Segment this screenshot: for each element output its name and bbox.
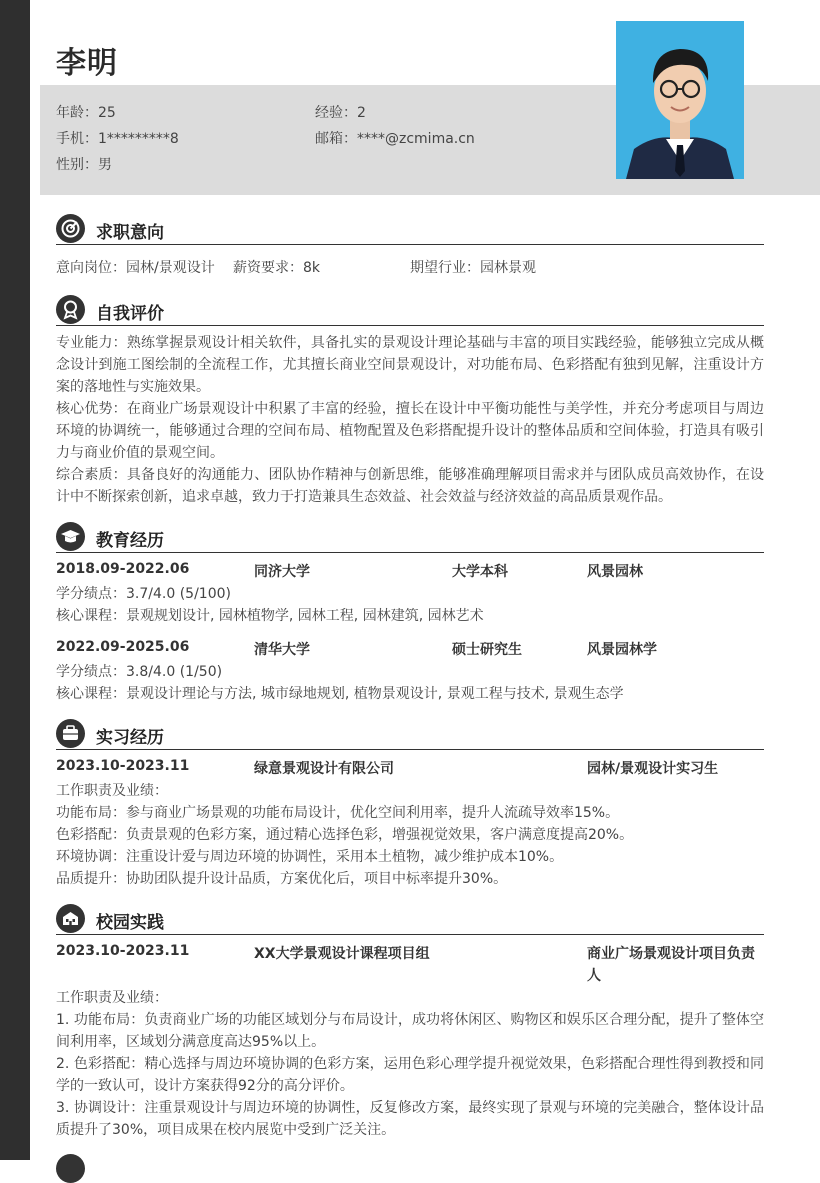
job-intention-section bbox=[56, 214, 764, 283]
section-header bbox=[56, 719, 764, 750]
section-header bbox=[56, 904, 764, 935]
campus-role: 商业广场景观设计项目负责人 bbox=[587, 946, 755, 984]
target-icon bbox=[56, 214, 85, 243]
profile-photo bbox=[616, 21, 744, 179]
section-header bbox=[56, 295, 764, 326]
intended-position: 意向岗位：园林/景观设计 bbox=[56, 260, 215, 276]
left-sidebar-bar bbox=[0, 0, 30, 1160]
section-title: 校园实践 bbox=[96, 913, 164, 933]
edu-degree: 大学本科 bbox=[452, 564, 508, 580]
briefcase-icon bbox=[56, 719, 85, 748]
internship-period: 2023.10-2023.11 bbox=[56, 758, 190, 774]
internship-section bbox=[56, 719, 764, 890]
internship-company: 绿意景观设计有限公司 bbox=[254, 761, 394, 777]
edu-school: 清华大学 bbox=[254, 642, 310, 658]
edu-school: 同济大学 bbox=[254, 564, 310, 580]
section-header bbox=[56, 214, 764, 245]
edu-degree: 硕士研究生 bbox=[452, 642, 522, 658]
edu-period: 2018.09-2022.06 bbox=[56, 561, 190, 577]
internship-line: 色彩搭配：负责景观的色彩方案，通过精心选择色彩，增强视觉效果，客户满意度提高20%。 bbox=[56, 827, 634, 843]
edu-courses: 核心课程：景观规划设计, 园林植物学, 园林工程, 园林建筑, 园林艺术 bbox=[56, 608, 484, 624]
graduation-cap-icon bbox=[56, 522, 85, 551]
section-title: 求职意向 bbox=[96, 223, 164, 243]
education-entry-header bbox=[56, 637, 764, 661]
expected-industry: 期望行业：园林景观 bbox=[410, 260, 536, 276]
section-title: 自我评价 bbox=[96, 304, 164, 324]
internship-line: 功能布局：参与商业广场景观的功能布局设计，优化空间利用率，提升人流疏导效率15%。 bbox=[56, 805, 620, 821]
internship-role: 园林/景观设计实习生 bbox=[587, 761, 719, 777]
self-eval-paragraph: 综合素质：具备良好的沟通能力、团队协作精神与创新思维，能够准确理解项目需求并与团队成员高效协作，在设计中不断探索创新，追求卓越，致力于打造兼具生态效益、社会效益与经济效益的高品质景观作品。 bbox=[56, 467, 764, 505]
education-section bbox=[56, 522, 764, 705]
self-evaluation-section bbox=[56, 295, 764, 508]
campus-organization: XX大学景观设计课程项目组 bbox=[254, 946, 430, 962]
badge-icon bbox=[56, 295, 85, 324]
section-header bbox=[56, 522, 764, 553]
building-icon bbox=[56, 904, 85, 933]
next-section-icon bbox=[56, 1154, 85, 1183]
edu-major: 风景园林学 bbox=[587, 642, 657, 658]
age-field: 年龄：25 bbox=[56, 105, 116, 121]
gender-field: 性别：男 bbox=[56, 157, 112, 173]
email-field: 邮箱：****@zcmima.cn bbox=[315, 131, 475, 147]
campus-period: 2023.10-2023.11 bbox=[56, 943, 190, 959]
campus-line: 2. 色彩搭配：精心选择与周边环境协调的色彩方案，运用色彩心理学提升视觉效果，色彩搭配合理性得到教授和同学的一致认可，设计方案获得92分的高分评价。 bbox=[56, 1056, 764, 1094]
edu-gpa: 学分绩点：3.7/4.0 (5/100) bbox=[56, 586, 231, 602]
campus-entry-header bbox=[56, 941, 764, 987]
internship-line: 品质提升：协助团队提升设计品质，方案优化后，项目中标率提升30%。 bbox=[56, 871, 508, 887]
edu-major: 风景园林 bbox=[587, 564, 643, 580]
internship-line: 工作职责及业绩： bbox=[56, 783, 168, 799]
internship-line: 环境协调：注重设计爱与周边环境的协调性，采用本土植物，减少维护成本10%。 bbox=[56, 849, 564, 865]
campus-line: 3. 协调设计：注重景观设计与周边环境的协调性，反复修改方案，最终实现了景观与环境的完美融合，整体设计品质提升了30%，项目成果在校内展览中受到广泛关注。 bbox=[56, 1100, 764, 1138]
self-eval-paragraph: 核心优势：在商业广场景观设计中积累了丰富的经验，擅长在设计中平衡功能性与美学性，并充分考虑项目与周边环境的协调统一，能够通过合理的空间布局、植物配置及色彩搭配提升设计的整体品质和空间体验，打造具有吸引力与商业价值的景观空间。 bbox=[56, 401, 764, 461]
edu-period: 2022.09-2025.06 bbox=[56, 639, 190, 655]
section-title: 实习经历 bbox=[96, 728, 164, 748]
campus-line: 1. 功能布局：负责商业广场的功能区域划分与布局设计，成功将休闲区、购物区和娱乐区合理分配，提升了整体空间利用率，区域划分满意度高达95%以上。 bbox=[56, 1012, 764, 1050]
self-eval-paragraph: 专业能力：熟练掌握景观设计相关软件，具备扎实的景观设计理论基础与丰富的项目实践经验，能够独立完成从概念设计到施工图绘制的全流程工作，尤其擅长商业空间景观设计，对功能布局、色彩搭配有独到见解，注重设计方案的落地性与实施效果。 bbox=[56, 335, 764, 395]
candidate-name: 李明 bbox=[56, 46, 118, 81]
campus-line: 工作职责及业绩： bbox=[56, 990, 168, 1006]
campus-practice-section bbox=[56, 904, 764, 1141]
edu-gpa: 学分绩点：3.8/4.0 (1/50) bbox=[56, 664, 223, 680]
experience-field: 经验：2 bbox=[315, 105, 366, 121]
phone-field: 手机：1*********8 bbox=[56, 131, 179, 147]
section-title: 教育经历 bbox=[96, 531, 164, 551]
education-entry-header bbox=[56, 559, 764, 583]
internship-entry-header bbox=[56, 756, 764, 780]
edu-courses: 核心课程：景观设计理论与方法, 城市绿地规划, 植物景观设计, 景观工程与技术, 景观生态学 bbox=[56, 686, 624, 702]
salary-expectation: 薪资要求：8k bbox=[233, 260, 321, 276]
